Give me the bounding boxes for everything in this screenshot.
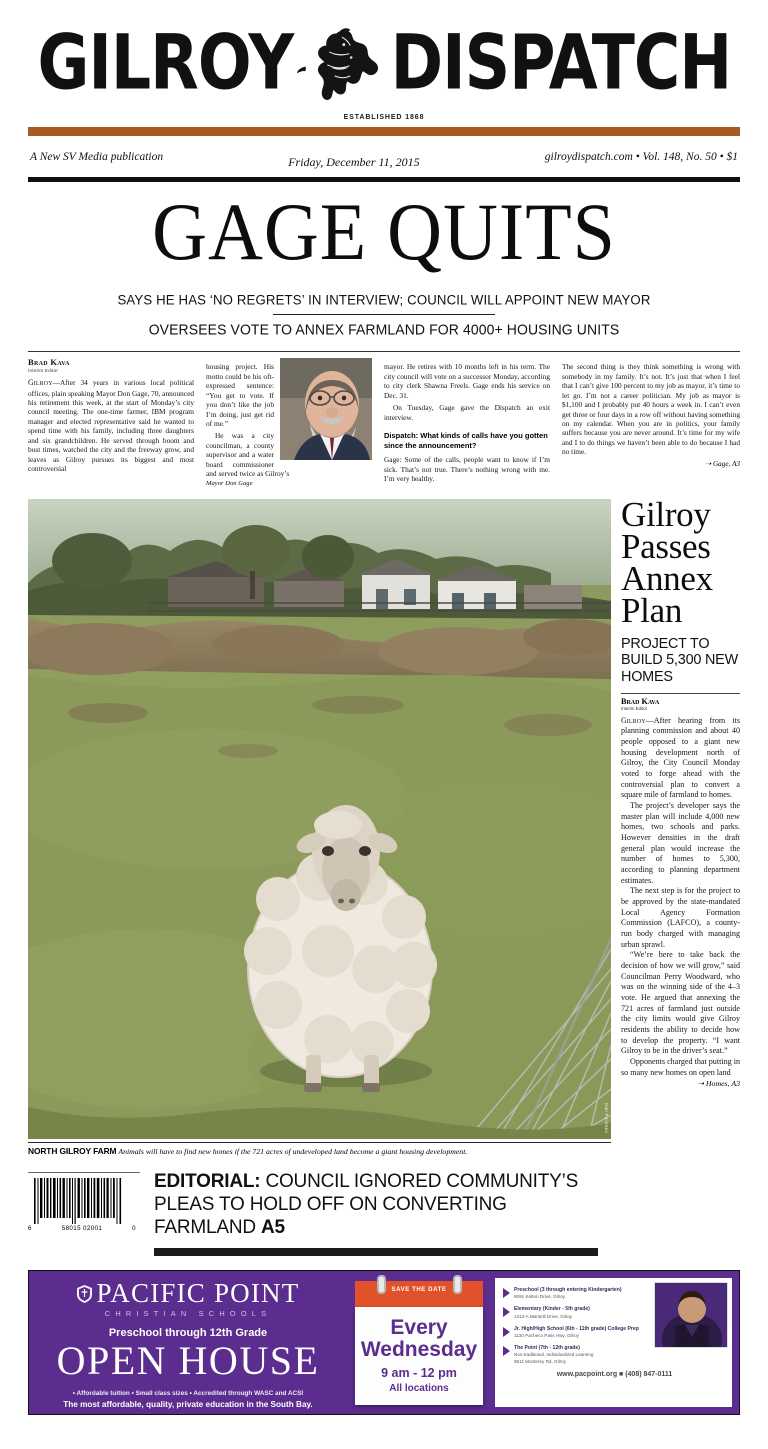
lead-deck-primary: SAYS HE HAS ‘NO REGRETS’ IN INTERVIEW; COUNCIL WILL APPOINT NEW MAYOR <box>117 292 651 308</box>
interview-question: Dispatch: What kinds of calls have you gotten since the announcement? <box>384 431 548 450</box>
calendar-body <box>355 1307 483 1405</box>
ad-brand-subtitle: CHRISTIAN SCHOOLS <box>104 1309 272 1318</box>
masthead <box>28 0 740 121</box>
dateline-bar <box>28 136 740 177</box>
lead-column-1 <box>28 357 206 486</box>
lead-column-2 <box>206 357 384 486</box>
sidebar-jump-line[interactable]: ➝ Homes, A3 <box>697 1078 740 1088</box>
horse-rider-icon <box>296 26 388 100</box>
ad-programs-panel <box>495 1278 732 1407</box>
shield-crest-icon <box>77 1285 92 1303</box>
editorial-label: EDITORIAL: <box>154 1170 261 1192</box>
ad-program-title: Jr. High/High School (6th - 11th grade) College Prep <box>514 1325 639 1332</box>
issue-date: Friday, December 11, 2015 <box>288 155 420 169</box>
triangle-bullet-icon <box>503 1346 510 1356</box>
page-title: GAGE QUITS <box>152 186 616 278</box>
sidebar-headline: Gilroy Passes Annex Plan <box>621 494 713 631</box>
story-top-rule <box>28 351 740 352</box>
publisher-text: A New SV Media publication <box>30 150 164 163</box>
sidebar-paragraph-4: “We’re here to take back the decision of how we will grow,” said Councilman Perry Woodward, who was on the winning side of the 4–3 vote. He argued that annexing the 721 acres of farmland just outside the city limits would give Gilroy residents the ability to decide how to develop the property. “I want Gilroy to be in the driver’s seat.” <box>621 950 740 1056</box>
ad-brand-row <box>35 1280 341 1307</box>
editorial-strip <box>28 1168 740 1257</box>
editorial-page-ref: A5 <box>260 1217 285 1239</box>
sidebar-paragraph-1-text: —After hearing from its planning commission and about 40 people opposed to a giant new housing development north of Gilroy, the City Council Monday voted to forge ahead with the controversial plan to convert a square mile of farmland to homes. <box>621 715 740 800</box>
sidebar-deck: PROJECT TO BUILD 5,300 NEW HOMES <box>621 636 738 685</box>
lead-paragraph-3: He was a city councilman, a county supervisor and a water board commissioner and served twice as Gilroy’s <box>206 431 290 479</box>
lead-paragraph-5: On Tuesday, Gage gave the Dispatch an exit interview. <box>384 403 550 422</box>
lead-paragraph-4: mayor. He retires with 10 months left in his term. The city council will vote on a successor Monday, according to city clerk Shawna Freels. Gage ends his service on Dec. 31. <box>384 362 550 400</box>
lead-column-4 <box>562 357 740 486</box>
lead-story <box>28 351 740 486</box>
dateline-city: Gilroy <box>28 378 53 388</box>
masthead-word-dispatch: DISPATCH <box>391 18 732 108</box>
lead-paragraph-6: The second thing is they think something is wrong with somebody in my family. It’s not. It’s just that when I feel that I can’t give 100 percent to my job as mayor, it’s time to let go. I’m not a career politician. My job as mayor is $1,100 and I probably put 40 hours a week in. I can’t even get three or four days in a row off without having something on my calendar. When you are in politics, your family suffers because you are never around. It’s time for my wife and I to do things we haven’t been able to do because I had no time. <box>562 362 740 457</box>
masthead-title-row <box>28 18 740 108</box>
calendar-ring-right <box>453 1275 462 1294</box>
barcode-block <box>28 1168 140 1232</box>
photo-credit: Dan Pulcrano <box>604 1103 609 1134</box>
ad-bullets: • Affordable tuition • Small class sizes • Accredited through WASC and ACSI <box>72 1390 304 1397</box>
ad-program-item <box>503 1345 726 1365</box>
ad-student-photo <box>654 1282 728 1348</box>
ad-calendar-graphic <box>347 1271 495 1414</box>
gage-photo-caption: Mayor Don Gage <box>206 479 253 487</box>
lead-paragraph-1 <box>28 378 194 473</box>
ad-program-address: Non-traditional, Individualized Learning <box>514 1352 594 1358</box>
photo-north-gilroy-farm <box>28 499 611 1139</box>
calendar-line-2: 9 am - 12 pm <box>381 1366 457 1381</box>
lead-headline-block <box>28 182 740 337</box>
calendar-line-3: All locations <box>389 1383 449 1395</box>
editorial-teaser[interactable] <box>154 1168 598 1257</box>
ad-website-phone[interactable]: www.pacpoint.org ■ (408) 847-0111 <box>556 1371 673 1379</box>
ad-open-house-title: OPEN HOUSE <box>56 1338 320 1383</box>
ad-program-title: Elementary (Kinder - 5th grade) <box>514 1306 590 1313</box>
sidebar-paragraph-5: Opponents charged that putting in so many new homes on open land <box>621 1057 740 1077</box>
ad-program-address-2: 9511 Monterey Rd, Gilroy <box>514 1359 566 1365</box>
ad-program-address: 8091 Kelton Drive, Gilroy <box>514 1294 566 1300</box>
sidebar-rule <box>621 693 740 694</box>
barcode-number-mid: 58015 02001 <box>61 1224 103 1232</box>
sidebar-paragraph-3: The next step is for the project to be approved by the state-mandated Local Agency Formation Commission (LAFCO), a county-run body charged with managing urban sprawl. <box>621 886 740 949</box>
ad-program-title: The Point (7th - 12th grade) <box>514 1344 580 1351</box>
sidebar-dateline-city: Gilroy <box>621 715 646 725</box>
photo-don-gage <box>280 358 372 460</box>
sidebar-byline-author: Brad Kava <box>621 696 660 706</box>
photo-caption <box>28 1146 611 1156</box>
calendar-ring-left <box>377 1275 386 1294</box>
barcode-top-rule <box>28 1172 140 1173</box>
deck-divider <box>273 314 495 315</box>
ad-left-panel <box>29 1271 347 1414</box>
ad-brand-name: PACIFIC POINT <box>96 1278 300 1308</box>
sidebar-byline-role: Interim Editor <box>621 705 648 711</box>
issue-info[interactable]: gilroydispatch.com • Vol. 148, No. 50 • $1 <box>544 150 738 163</box>
lead-column-3 <box>384 357 562 486</box>
lead-jump-line[interactable]: ➝ Gage, A3 <box>705 459 740 468</box>
barcode-number <box>28 1225 136 1232</box>
ad-grade-range: Preschool through 12th Grade <box>108 1327 268 1339</box>
calendar-save-the-date: SAVE THE DATE <box>391 1287 447 1293</box>
ad-tagline: The most affordable, quality, private education in the South Bay. <box>63 1400 313 1409</box>
barcode-number-right: 0 <box>132 1224 136 1232</box>
byline-author: Brad Kava <box>28 357 70 368</box>
masthead-word-gilroy: GILROY <box>37 18 293 108</box>
editorial-text: COUNCIL IGNORED COMMUNITY’S PLEAS TO HOLD OFF ON CONVERTING FARMLAND <box>154 1170 579 1239</box>
ad-program-address: 1313-A Mantelli Drive, Gilroy <box>514 1313 573 1319</box>
editorial-bottom-bar <box>154 1248 598 1256</box>
lead-paragraph-1-text: —After 34 years in various local political offices, plain speaking Mayor Don Gage, 70, announced his retirement this week, at the start of Monday’s city council meeting. The one-time farmer, IBM program manager and elected representative said he wanted to spend time with his family, including three daughters and six grandchildren. He served through boom and bust times, watched the city and the freeway grow, and leaves as Gilroy pursues its biggest and most controversial <box>28 378 194 473</box>
caption-rule <box>28 1142 611 1143</box>
triangle-bullet-icon <box>503 1307 510 1317</box>
lead-paragraph-2: housing project. His motto could be his oft-expressed sentence: “You get to vote. If you don’t like the job I’m doing, just get rid of me.” <box>206 362 274 428</box>
lead-story-columns <box>28 357 740 486</box>
triangle-bullet-icon <box>503 1327 510 1337</box>
advertisement-pacific-point[interactable] <box>28 1270 740 1415</box>
photo-caption-text: Animals will have to find new homes if the 721 acres of undeveloped land become a giant housing development. <box>118 1146 468 1156</box>
ad-program-address: 1130 Pacheco Pass Hwy, Gilroy <box>514 1333 579 1339</box>
byline-role: Interim Editor <box>28 368 59 374</box>
masthead-orange-rule <box>28 127 740 136</box>
sidebar-story <box>621 494 740 1156</box>
triangle-bullet-icon <box>503 1288 510 1298</box>
barcode-number-left: 6 <box>28 1224 32 1232</box>
ad-program-title: Preschool (3 through entering Kindergarten) <box>514 1287 622 1293</box>
established-line: ESTABLISHED 1868 <box>343 114 425 121</box>
main-photo-block <box>28 499 611 1156</box>
barcode-icon <box>28 1178 132 1224</box>
lead-deck-secondary: OVERSEES VOTE TO ANNEX FARMLAND FOR 4000+ HOUSING UNITS <box>148 320 620 338</box>
sidebar-paragraph-2: The project’s developer says the master plan will include 4,000 new homes, two schools and parks. However densities in the draft general plan would increase the number of homes to 5,300, according to planning department estimates. <box>621 801 740 885</box>
photo-caption-label: NORTH GILROY FARM <box>28 1145 117 1156</box>
editorial-line <box>154 1170 598 1240</box>
sidebar-paragraph-1 <box>621 716 740 801</box>
calendar-header-bar <box>355 1281 483 1307</box>
calendar-line-1: Every Wednesday <box>360 1316 478 1362</box>
main-photo-and-sidebar <box>28 494 740 1156</box>
interview-answer: Gage: Some of the calls, people want to know if I’m sick. That’s not true. There’s nothing wrong with me. I’m very healthy. <box>384 455 550 484</box>
